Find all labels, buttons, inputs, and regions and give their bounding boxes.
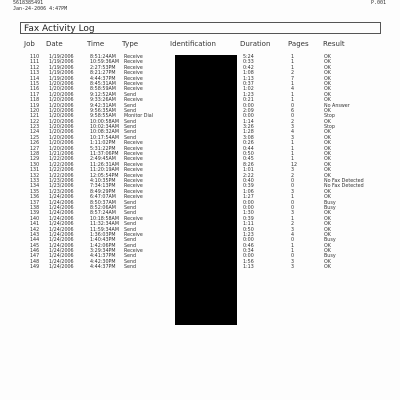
cell-duration: 1:13 xyxy=(243,76,254,82)
cell-time: 1:11:02PM xyxy=(90,141,116,147)
title-box xyxy=(20,22,381,34)
cell-pages: 3 xyxy=(291,211,295,217)
cell-job: 111 xyxy=(30,60,40,66)
cell-result: OK xyxy=(324,211,331,217)
fax-header xyxy=(13,0,67,12)
cell-date: 1/20/2006 xyxy=(49,141,74,147)
cell-time: 8:50:37AM xyxy=(90,200,116,206)
cell-date: 1/23/2006 xyxy=(49,189,74,195)
cell-result: Busy xyxy=(324,205,336,211)
cell-duration: 3:26 xyxy=(243,125,254,131)
cell-date: 1/19/2006 xyxy=(49,55,74,60)
col-header-result: Result xyxy=(323,40,345,48)
cell-type: Receive xyxy=(124,173,143,179)
cell-job: 116 xyxy=(30,87,40,93)
cell-result: No Answer xyxy=(324,103,350,109)
cell-pages: 1 xyxy=(291,216,295,222)
header-datetime: Jan-24-2006 4:47PM xyxy=(13,6,68,12)
cell-job: 117 xyxy=(30,92,40,98)
cell-duration: 1:02 xyxy=(243,87,254,93)
cell-duration: 0:00 xyxy=(243,205,254,211)
cell-duration: 2:09 xyxy=(243,108,254,114)
cell-duration: 1:23 xyxy=(243,92,254,98)
cell-time: 1:42:06PM xyxy=(90,243,116,249)
cell-duration: 0:39 xyxy=(243,184,254,190)
cell-type: Receive xyxy=(124,81,143,87)
cell-duration: 1:01 xyxy=(243,168,254,174)
cell-result: OK xyxy=(324,76,331,82)
cell-type: Receive xyxy=(124,232,143,238)
cell-date: 1/20/2006 xyxy=(49,130,74,136)
cell-type: Receive xyxy=(124,157,143,163)
cell-pages: 3 xyxy=(291,168,295,174)
cell-job: 115 xyxy=(30,81,40,87)
cell-result: No Fax Detected xyxy=(324,178,364,184)
cell-job: 136 xyxy=(30,195,40,201)
cell-pages: 4 xyxy=(291,87,295,93)
col-header-identification: Identification xyxy=(170,40,216,48)
cell-result: OK xyxy=(324,195,331,201)
cell-type: Receive xyxy=(124,87,143,93)
cell-date: 1/22/2006 xyxy=(49,162,74,168)
cell-time: 11:26:31AM xyxy=(90,162,119,168)
cell-type: Send xyxy=(124,108,137,114)
cell-pages: 1 xyxy=(291,81,295,87)
cell-duration: 0:37 xyxy=(243,81,254,87)
cell-time: 8:49:29PM xyxy=(90,189,116,195)
cell-date: 1/24/2006 xyxy=(49,238,74,244)
cell-result: OK xyxy=(324,157,331,163)
cell-type: Send xyxy=(124,265,137,271)
col-header-type: Type xyxy=(122,40,139,48)
cell-date: 1/20/2006 xyxy=(49,92,74,98)
cell-duration: 1:11 xyxy=(243,222,254,228)
cell-date: 1/23/2006 xyxy=(49,178,74,184)
cell-result: OK xyxy=(324,98,331,104)
cell-job: 125 xyxy=(30,135,40,141)
cell-type: Receive xyxy=(124,146,143,152)
cell-time: 9:42:31AM xyxy=(90,103,116,109)
cell-pages: 1 xyxy=(291,152,295,158)
cell-time: 9:58:55AM xyxy=(90,114,116,120)
cell-time: 11:37:06PM xyxy=(90,152,119,158)
cell-duration: 0:42 xyxy=(243,65,254,71)
cell-job: 133 xyxy=(30,178,40,184)
cell-result: OK xyxy=(324,130,331,136)
cell-duration: 0:00 xyxy=(243,238,254,244)
cell-job: 135 xyxy=(30,189,40,195)
cell-time: 3:29:34PM xyxy=(90,249,116,255)
cell-job: 144 xyxy=(30,238,40,244)
cell-type: Send xyxy=(124,92,137,98)
cell-result: Busy xyxy=(324,200,336,206)
cell-result: OK xyxy=(324,227,331,233)
cell-result: OK xyxy=(324,152,331,158)
cell-result: OK xyxy=(324,265,331,271)
cell-duration: 0:00 xyxy=(243,114,254,120)
cell-result: OK xyxy=(324,222,331,228)
cell-pages: 1 xyxy=(291,55,295,60)
cell-type: Receive xyxy=(124,71,143,77)
cell-pages: 0 xyxy=(291,205,295,211)
cell-pages: 1 xyxy=(291,157,295,163)
cell-result: OK xyxy=(324,92,331,98)
cell-result: OK xyxy=(324,60,331,66)
cell-job: 123 xyxy=(30,125,40,131)
cell-time: 10:02:34AM xyxy=(90,125,119,131)
cell-job: 110 xyxy=(30,55,40,60)
col-header-job: Job xyxy=(24,40,35,48)
cell-duration: 1:27 xyxy=(243,195,254,201)
col-header-pages: Pages xyxy=(288,40,309,48)
cell-duration: 2:22 xyxy=(243,173,254,179)
cell-job: 145 xyxy=(30,243,40,249)
cell-duration: 0:45 xyxy=(243,157,254,163)
cell-time: 10:59:36AM xyxy=(90,60,119,66)
cell-job: 126 xyxy=(30,141,40,147)
cell-pages: 1 xyxy=(291,146,295,152)
cell-duration: 1:28 xyxy=(243,130,254,136)
cell-date: 1/24/2006 xyxy=(49,227,74,233)
cell-time: 11:20:19AM xyxy=(90,168,119,174)
cell-date: 1/24/2006 xyxy=(49,259,74,265)
cell-date: 1/24/2006 xyxy=(49,243,74,249)
cell-job: 124 xyxy=(30,130,40,136)
cell-job: 141 xyxy=(30,222,40,228)
cell-type: Send xyxy=(124,211,137,217)
cell-date: 1/23/2006 xyxy=(49,184,74,190)
cell-date: 1/19/2006 xyxy=(49,71,74,77)
cell-pages: 0 xyxy=(291,184,295,190)
cell-job: 147 xyxy=(30,254,40,260)
cell-result: OK xyxy=(324,65,331,71)
cell-time: 5:31:22PM xyxy=(90,146,116,152)
cell-duration: 0:50 xyxy=(243,227,254,233)
cell-pages: 4 xyxy=(291,232,295,238)
cell-pages: 1 xyxy=(291,92,295,98)
cell-duration: 8:26 xyxy=(243,162,254,168)
cell-result: OK xyxy=(324,168,331,174)
cell-type: Send xyxy=(124,222,137,228)
cell-type: Receive xyxy=(124,216,143,222)
cell-job: 129 xyxy=(30,157,40,163)
cell-job: 140 xyxy=(30,216,40,222)
cell-type: Send xyxy=(124,135,137,141)
cell-date: 1/21/2006 xyxy=(49,152,74,158)
cell-result: OK xyxy=(324,108,331,114)
cell-pages: 2 xyxy=(291,119,295,125)
cell-duration: 0:00 xyxy=(243,254,254,260)
cell-duration: 1:13 xyxy=(243,265,254,271)
cell-duration: 1:56 xyxy=(243,259,254,265)
cell-date: 1/24/2006 xyxy=(49,211,74,217)
cell-pages: 0 xyxy=(291,114,295,120)
cell-job: 137 xyxy=(30,200,40,206)
cell-type: Send xyxy=(124,243,137,249)
cell-pages: 0 xyxy=(291,238,295,244)
cell-job: 127 xyxy=(30,146,40,152)
cell-pages: 3 xyxy=(291,135,295,141)
cell-type: Receive xyxy=(124,65,143,71)
cell-job: 142 xyxy=(30,227,40,233)
cell-type: Send xyxy=(124,238,137,244)
cell-pages: 3 xyxy=(291,259,295,265)
cell-result: OK xyxy=(324,259,331,265)
cell-time: 10:18:58AM xyxy=(90,216,119,222)
cell-pages: 0 xyxy=(291,178,295,184)
cell-type: Receive xyxy=(124,141,143,147)
cell-date: 1/19/2006 xyxy=(49,65,74,71)
cell-time: 11:59:34AM xyxy=(90,227,119,233)
cell-date: 1/20/2006 xyxy=(49,108,74,114)
cell-result: OK xyxy=(324,249,331,255)
cell-time: 10:17:54AM xyxy=(90,135,119,141)
cell-pages: 0 xyxy=(291,200,295,206)
cell-pages: 12 xyxy=(291,162,298,168)
cell-duration: 0:39 xyxy=(243,216,254,222)
cell-date: 1/20/2006 xyxy=(49,114,74,120)
cell-date: 1/22/2006 xyxy=(49,157,74,163)
cell-date: 1/22/2006 xyxy=(49,168,74,174)
cell-time: 9:12:52AM xyxy=(90,92,116,98)
cell-result: OK xyxy=(324,87,331,93)
cell-duration: 0:21 xyxy=(243,98,254,104)
col-header-time: Time xyxy=(87,40,105,48)
cell-duration: 0:26 xyxy=(243,141,254,147)
cell-time: 1:36:03PM xyxy=(90,232,116,238)
cell-type: Send xyxy=(124,125,137,131)
cell-duration: 5:24 xyxy=(243,55,254,60)
cell-date: 1/24/2006 xyxy=(49,249,74,255)
cell-job: 131 xyxy=(30,168,40,174)
cell-duration: 0:33 xyxy=(243,60,254,66)
cell-time: 2:49:45AM xyxy=(90,157,116,163)
cell-job: 130 xyxy=(30,162,40,168)
cell-duration: 3:08 xyxy=(243,135,254,141)
cell-time: 8:57:24AM xyxy=(90,211,116,217)
cell-type: Receive xyxy=(124,98,143,104)
cell-duration: 1:14 xyxy=(243,119,254,125)
cell-type: Send xyxy=(124,130,137,136)
cell-result: OK xyxy=(324,162,331,168)
cell-date: 1/24/2006 xyxy=(49,254,74,260)
cell-type: Receive xyxy=(124,60,143,66)
cell-result: OK xyxy=(324,135,331,141)
cell-date: 1/24/2006 xyxy=(49,216,74,222)
cell-job: 146 xyxy=(30,249,40,255)
cell-result: OK xyxy=(324,71,331,77)
cell-time: 11:32:34AM xyxy=(90,222,119,228)
cell-duration: 0:50 xyxy=(243,152,254,158)
identification-redaction xyxy=(175,55,237,325)
cell-result: OK xyxy=(324,146,331,152)
cell-date: 1/24/2006 xyxy=(49,232,74,238)
col-header-date: Date xyxy=(46,40,63,48)
cell-type: Send xyxy=(124,227,137,233)
cell-result: Busy xyxy=(324,238,336,244)
cell-date: 1/20/2006 xyxy=(49,146,74,152)
cell-pages: 3 xyxy=(291,265,295,271)
cell-type: Receive xyxy=(124,55,143,60)
cell-time: 8:58:59AM xyxy=(90,87,116,93)
cell-date: 1/24/2006 xyxy=(49,205,74,211)
cell-date: 1/20/2006 xyxy=(49,125,74,131)
cell-date: 1/24/2006 xyxy=(49,222,74,228)
cell-job: 122 xyxy=(30,119,40,125)
cell-pages: 1 xyxy=(291,65,295,71)
cell-time: 10:08:32AM xyxy=(90,130,119,136)
cell-result: No Fax Detected xyxy=(324,184,364,190)
cell-pages: 3 xyxy=(291,189,295,195)
cell-pages: 1 xyxy=(291,195,295,201)
cell-result: OK xyxy=(324,141,331,147)
cell-type: Send xyxy=(124,200,137,206)
cell-time: 8:21:27PM xyxy=(90,71,116,77)
cell-date: 1/20/2006 xyxy=(49,98,74,104)
cell-date: 1/22/2006 xyxy=(49,173,74,179)
cell-time: 7:34:13PM xyxy=(90,184,116,190)
cell-type: Monitor Dial xyxy=(124,114,154,120)
cell-type: Receive xyxy=(124,168,143,174)
cell-result: Busy xyxy=(324,254,336,260)
cell-pages: 4 xyxy=(291,130,295,136)
cell-time: 10:00:58AM xyxy=(90,119,119,125)
cell-type: Send xyxy=(124,205,137,211)
cell-result: Stop xyxy=(324,125,335,131)
cell-type: Send xyxy=(124,259,137,265)
cell-pages: 2 xyxy=(291,222,295,228)
cell-job: 118 xyxy=(30,98,40,104)
cell-job: 119 xyxy=(30,103,40,109)
cell-duration: 0:46 xyxy=(243,243,254,249)
cell-job: 143 xyxy=(30,232,40,238)
page-title: Fax Activity Log xyxy=(24,24,95,34)
cell-result: OK xyxy=(324,232,331,238)
cell-time: 4:44:37PM xyxy=(90,265,116,271)
cell-job: 138 xyxy=(30,205,40,211)
cell-time: 8:52:06AM xyxy=(90,205,116,211)
cell-job: 120 xyxy=(30,108,40,114)
cell-time: 8:51:24AM xyxy=(90,55,116,60)
cell-pages: 7 xyxy=(291,76,295,82)
cell-type: Receive xyxy=(124,195,143,201)
cell-job: 113 xyxy=(30,71,40,77)
cell-date: 1/19/2006 xyxy=(49,60,74,66)
cell-time: 9:56:35AM xyxy=(90,108,116,114)
cell-pages: 6 xyxy=(291,108,295,114)
cell-result: OK xyxy=(324,243,331,249)
cell-job: 112 xyxy=(30,65,40,71)
cell-result: OK xyxy=(324,216,331,222)
cell-date: 1/20/2006 xyxy=(49,119,74,125)
cell-pages: 2 xyxy=(291,71,295,77)
cell-type: Receive xyxy=(124,249,143,255)
cell-job: 139 xyxy=(30,211,40,217)
cell-pages: 3 xyxy=(291,227,295,233)
cell-pages: 2 xyxy=(291,173,295,179)
cell-pages: 1 xyxy=(291,98,295,104)
cell-time: 4:44:37PM xyxy=(90,76,116,82)
cell-time: 12:05:54PM xyxy=(90,173,119,179)
cell-time: 4:10:35PM xyxy=(90,178,116,184)
cell-job: 134 xyxy=(30,184,40,190)
cell-type: Send xyxy=(124,254,137,260)
cell-duration: 1:30 xyxy=(243,211,254,217)
cell-duration: 0:34 xyxy=(243,249,254,255)
cell-pages: 1 xyxy=(291,243,295,249)
cell-result: OK xyxy=(324,81,331,87)
cell-duration: 0:00 xyxy=(243,103,254,109)
cell-job: 132 xyxy=(30,173,40,179)
cell-pages: 3 xyxy=(291,125,295,131)
cell-result: OK xyxy=(324,189,331,195)
cell-time: 6:47:07AM xyxy=(90,195,116,201)
cell-type: Receive xyxy=(124,189,143,195)
cell-type: Receive xyxy=(124,184,143,190)
cell-time: 2:27:53PM xyxy=(90,65,116,71)
cell-time: 4:41:37PM xyxy=(90,254,116,260)
header-page-number: P.001 xyxy=(370,0,386,6)
cell-type: Receive xyxy=(124,178,143,184)
cell-result: Stop xyxy=(324,114,335,120)
cell-job: 128 xyxy=(30,152,40,158)
header-phone: 5618385491 xyxy=(13,0,44,6)
cell-time: 4:42:30PM xyxy=(90,259,116,265)
cell-type: Receive xyxy=(124,162,143,168)
cell-pages: 1 xyxy=(291,141,295,147)
cell-job: 121 xyxy=(30,114,40,120)
cell-time: 1:40:43PM xyxy=(90,238,116,244)
cell-type: Send xyxy=(124,103,137,109)
cell-duration: 0:44 xyxy=(243,146,254,152)
cell-pages: 1 xyxy=(291,60,295,66)
cell-pages: 0 xyxy=(291,103,295,109)
cell-date: 1/20/2006 xyxy=(49,81,74,87)
cell-type: Receive xyxy=(124,152,143,158)
cell-duration: 1:23 xyxy=(243,232,254,238)
cell-date: 1/24/2006 xyxy=(49,265,74,271)
col-header-duration: Duration xyxy=(240,40,271,48)
cell-date: 1/20/2006 xyxy=(49,87,74,93)
cell-job: 114 xyxy=(30,76,40,82)
cell-result: OK xyxy=(324,173,331,179)
cell-date: 1/24/2006 xyxy=(49,195,74,201)
cell-pages: 0 xyxy=(291,254,295,260)
cell-date: 1/20/2006 xyxy=(49,103,74,109)
cell-time: 8:45:31AM xyxy=(90,81,116,87)
cell-result: OK xyxy=(324,55,331,60)
cell-time: 9:33:26AM xyxy=(90,98,116,104)
cell-date: 1/24/2006 xyxy=(49,200,74,206)
cell-type: Receive xyxy=(124,76,143,82)
cell-job: 149 xyxy=(30,265,40,271)
cell-duration: 0:00 xyxy=(243,200,254,206)
cell-date: 1/20/2006 xyxy=(49,135,74,141)
cell-pages: 1 xyxy=(291,249,295,255)
cell-type: Send xyxy=(124,119,137,125)
cell-duration: 0:40 xyxy=(243,178,254,184)
cell-date: 1/19/2006 xyxy=(49,76,74,82)
cell-duration: 1:06 xyxy=(243,189,254,195)
cell-job: 148 xyxy=(30,259,40,265)
cell-duration: 1:08 xyxy=(243,71,254,77)
cell-result: OK xyxy=(324,119,331,125)
